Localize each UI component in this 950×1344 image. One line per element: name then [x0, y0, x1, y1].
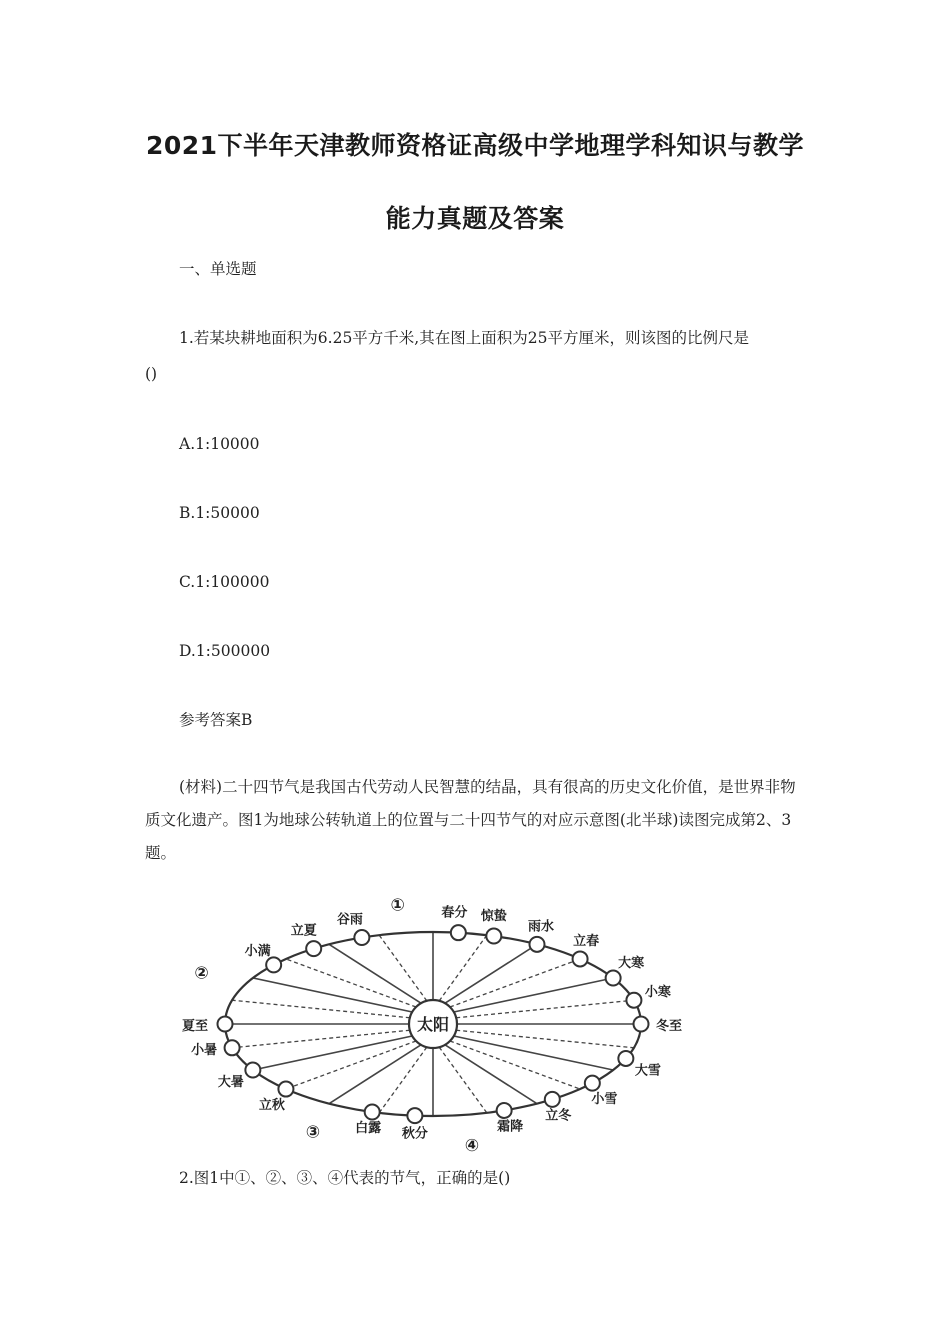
term-label-major-cold: 大寒: [618, 956, 645, 971]
orbit-node-minor-heat: [225, 1040, 240, 1055]
term-label-minor-snow: 小雪: [591, 1092, 618, 1108]
orbit-node-frost: [497, 1103, 512, 1118]
document-title-line-2: 能力真题及答案: [385, 204, 565, 233]
term-label-major-snow: 大雪: [634, 1063, 661, 1079]
term-label-major-heat: 大暑: [217, 1075, 244, 1090]
orbit-node-rain-water: [530, 937, 545, 952]
orbit-node-spring-equinox: [451, 925, 466, 940]
question-1-stem-line-2: (): [145, 365, 158, 383]
term-label-minor-heat: 小暑: [191, 1042, 218, 1058]
orbit-node-major-snow: [618, 1051, 633, 1066]
term-label-rain-water: 雨水: [527, 919, 555, 935]
orbit-node-major-cold: [606, 971, 621, 986]
term-label-frost: 霜降: [497, 1119, 524, 1135]
question-1-answer: 参考答案B: [179, 711, 253, 729]
section-heading: 一、单选题: [179, 260, 257, 278]
term-label-mark-2: ②: [194, 963, 209, 984]
orbit-spoke: [286, 959, 416, 1007]
orbit-spoke: [286, 1041, 416, 1089]
question-1-option-a: A.1:10000: [179, 435, 260, 453]
orbit-node-start-autumn: [278, 1082, 293, 1097]
term-label-minor-cold: 小寒: [644, 985, 671, 1001]
orbit-spoke: [445, 1045, 537, 1104]
term-label-spring-equinox: 春分: [441, 905, 468, 921]
term-label-mark-1: ①: [390, 898, 405, 916]
orbit-spoke: [329, 1045, 421, 1104]
term-label-awakening: 惊蛰: [480, 909, 507, 925]
orbit-node-grain-buds: [266, 957, 281, 972]
term-label-white-dew: 白露: [355, 1120, 382, 1136]
orbit-node-summer-solstice: [218, 1017, 233, 1032]
term-label-winter-solstice: 冬至: [655, 1019, 683, 1034]
orbit-node-minor-snow: [585, 1076, 600, 1091]
term-label-mark-4: ④: [464, 1136, 480, 1157]
orbit-spoke: [456, 1030, 634, 1048]
orbit-spoke: [329, 944, 421, 1003]
question-1-option-b: B.1:50000: [179, 504, 260, 522]
term-label-start-summer: 立夏: [290, 923, 317, 939]
document-title-line-1: 2021下半年天津教师资格证高级中学地理学科知识与教学: [145, 131, 805, 160]
orbit-node-awakening: [486, 929, 501, 944]
orbit-spoke: [456, 1000, 634, 1018]
question-1-option-d: D.1:500000: [179, 642, 271, 660]
orbit-node-start-summer: [306, 941, 321, 956]
solar-terms-orbit-figure: [170, 898, 730, 1160]
orbit-spoke: [450, 959, 580, 1007]
orbit-node-major-heat: [245, 1063, 260, 1078]
term-label-grain-buds: 小满: [244, 943, 271, 959]
orbit-node-start-spring: [573, 951, 588, 966]
term-label-mark-3: ③: [305, 1122, 321, 1143]
term-label-start-winter: 立冬: [545, 1108, 572, 1124]
question-2-stem: 2.图1中①、②、③、④代表的节气，正确的是(): [179, 1169, 511, 1187]
term-label-start-autumn: 立秋: [258, 1098, 285, 1114]
question-1-option-c: C.1:100000: [179, 573, 270, 591]
term-label-grain-rain: 谷雨: [336, 912, 363, 928]
orbit-spoke: [232, 1000, 410, 1018]
term-label-autumn-equinox: 秋分: [401, 1126, 428, 1142]
term-label-summer-solstice: 夏至: [181, 1019, 209, 1034]
orbit-node-autumn-equinox: [407, 1108, 422, 1123]
orbit-node-start-winter: [545, 1092, 560, 1107]
orbit-spoke: [445, 944, 537, 1003]
orbit-spoke: [450, 1041, 580, 1089]
orbit-spoke: [232, 1030, 410, 1048]
question-1-stem-line-1: 1.若某块耕地面积为6.25平方千米,其在图上面积为25平方厘米，则该图的比例尺是: [179, 329, 749, 347]
sun-label: 太阳: [416, 1015, 450, 1034]
orbit-node-winter-solstice: [634, 1017, 649, 1032]
orbit-node-white-dew: [365, 1104, 380, 1119]
term-label-start-spring: 立春: [573, 933, 600, 949]
material-paragraph: (材料)二十四节气是我国古代劳动人民智慧的结晶，具有很高的历史文化价值，是世界非物质文化遗产。图1为地球公转轨道上的位置与二十四节气的对应示意图(北半球)读图完成第2、3题。: [145, 778, 796, 862]
orbit-node-minor-cold: [626, 993, 641, 1008]
orbit-node-grain-rain: [354, 930, 369, 945]
